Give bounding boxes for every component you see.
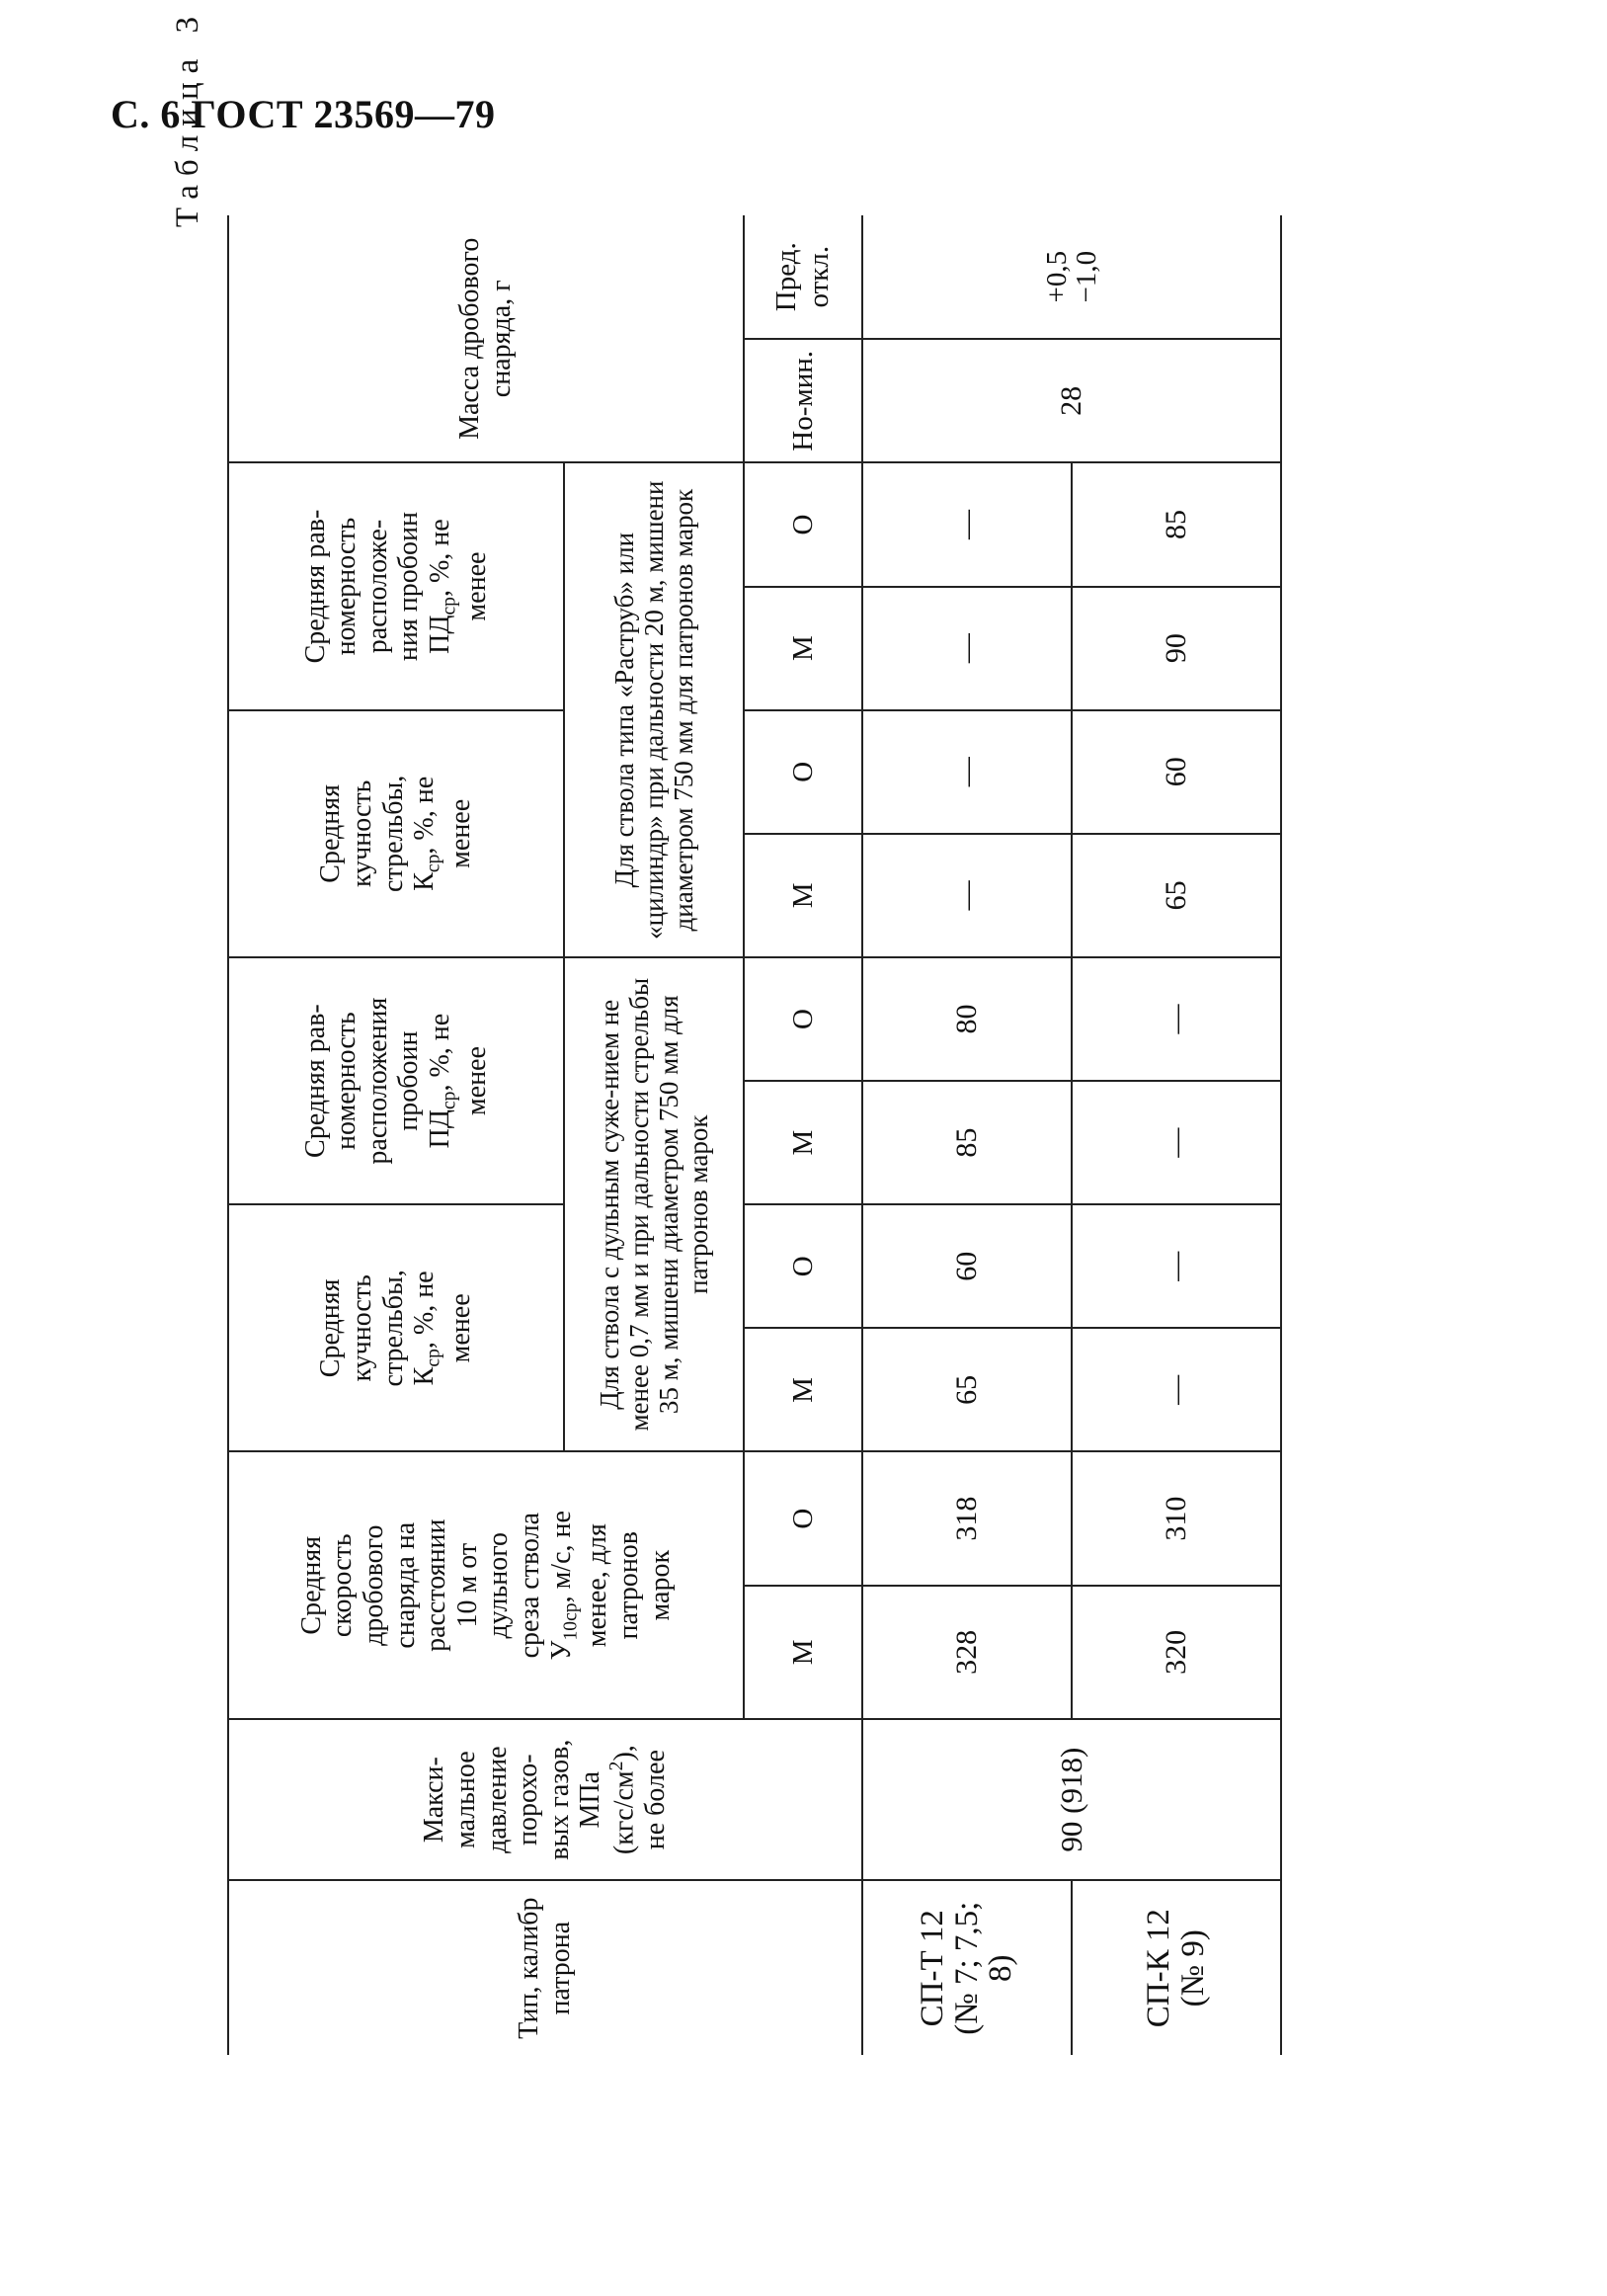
cell-uni-b-m: 90	[1072, 587, 1281, 710]
header-accuracy-cylinder: Средняя кучность стрельбы, $К_{ср}$, %, не менее	[228, 710, 564, 957]
sub-mass-nominal: Но-мин.	[744, 339, 862, 462]
sub-acc-a-m: М	[744, 1328, 862, 1451]
cell-uni-a-m: 85	[862, 1081, 1072, 1204]
cell-acc-b-m: —	[862, 834, 1072, 957]
header-uniformity-cylinder: Средняя рав- номерность расположе- ния пробоин $ПД_{ср}$, %, не менее	[228, 462, 564, 709]
condition-choke: Для ствола с дульным суже-нием не менее 0,7 мм и при дальности стрельбы 35 м, мишени диаметром 750 мм для патронов марок	[564, 957, 744, 1452]
sub-velocity-o: О	[744, 1451, 862, 1585]
sub-acc-b-m: М	[744, 834, 862, 957]
cell-uni-b-o: —	[862, 462, 1072, 586]
sub-mass-deviation: Пред. откл.	[744, 215, 862, 339]
sub-uni-a-m: М	[744, 1081, 862, 1204]
condition-cylinder: Для ствола типа «Раструб» или «цилиндр» при дальности 20 м, мишени диаметром 750 мм для патронов марок	[564, 462, 744, 957]
page-header: С. 6 ГОСТ 23569—79	[111, 92, 496, 136]
sub-uni-a-o: О	[744, 957, 862, 1081]
shared-pressure: 90 (918)	[862, 1719, 1281, 1880]
cartridge-specs-table	[227, 0, 1282, 2055]
cell-acc-b-o: —	[862, 710, 1072, 834]
sub-uni-b-m: М	[744, 587, 862, 710]
cell-acc-a-o: —	[1072, 1204, 1281, 1328]
table-row	[862, 0, 1072, 2055]
table-caption: Таблица 3	[170, 8, 205, 228]
cell-uni-a-o: 80	[862, 957, 1072, 1081]
cell-acc-b-m: 65	[1072, 834, 1281, 957]
header-velocity: Средняя скорость дробового снаряда на расстоянии 10 м от дульного среза ствола $У_{10ср}$, м/с, не менее, для патронов марок	[228, 1451, 744, 1718]
cell-uni-b-o: 85	[1072, 462, 1281, 586]
cell-acc-a-m: 65	[862, 1328, 1072, 1451]
cell-velocity-m: 328	[862, 1586, 1072, 1719]
cell-uni-b-m: —	[862, 587, 1072, 710]
cell-uni-a-o: —	[1072, 957, 1281, 1081]
row-type: СП-Т 12 (№ 7; 7,5; 8)	[862, 1880, 1072, 2055]
sub-velocity-m: М	[744, 1586, 862, 1719]
shared-mass-deviation	[862, 215, 1281, 339]
sub-acc-b-o: О	[744, 710, 862, 834]
row-type: СП-К 12 (№ 9)	[1072, 1880, 1281, 2055]
header-pressure: Макси- мальное давление порохо- вых газов, МПа $(кгс/см^2)$, не более	[228, 1719, 862, 1880]
cell-velocity-m: 320	[1072, 1586, 1281, 1719]
mass-deviation-plus: +0,5	[1040, 250, 1073, 303]
header-uniformity-choke: Средняя рав- номерность расположения пробоин $ПД_{ср}$, %, не менее	[228, 957, 564, 1204]
cell-acc-a-o: 60	[862, 1204, 1072, 1328]
cell-acc-b-o: 60	[1072, 710, 1281, 834]
cell-acc-a-m: —	[1072, 1328, 1281, 1451]
sub-uni-b-o: О	[744, 462, 862, 586]
cell-velocity-o: 310	[1072, 1451, 1281, 1585]
cell-velocity-o: 318	[862, 1451, 1072, 1585]
sub-acc-a-o: О	[744, 1204, 862, 1328]
mass-deviation-minus: −1,0	[1071, 250, 1102, 303]
header-type: Тип, калибр патрона	[228, 1880, 862, 2055]
header-accuracy-choke: Средняя кучность стрельбы, $К_{ср}$, %, не менее	[228, 1204, 564, 1451]
header-mass: Масса дробового снаряда, г	[228, 215, 744, 462]
rotated-table-frame	[170, 0, 1414, 2055]
shared-mass-nominal: 28	[862, 339, 1281, 462]
table-header-row-1	[228, 0, 564, 2055]
cell-uni-a-m: —	[1072, 1081, 1281, 1204]
